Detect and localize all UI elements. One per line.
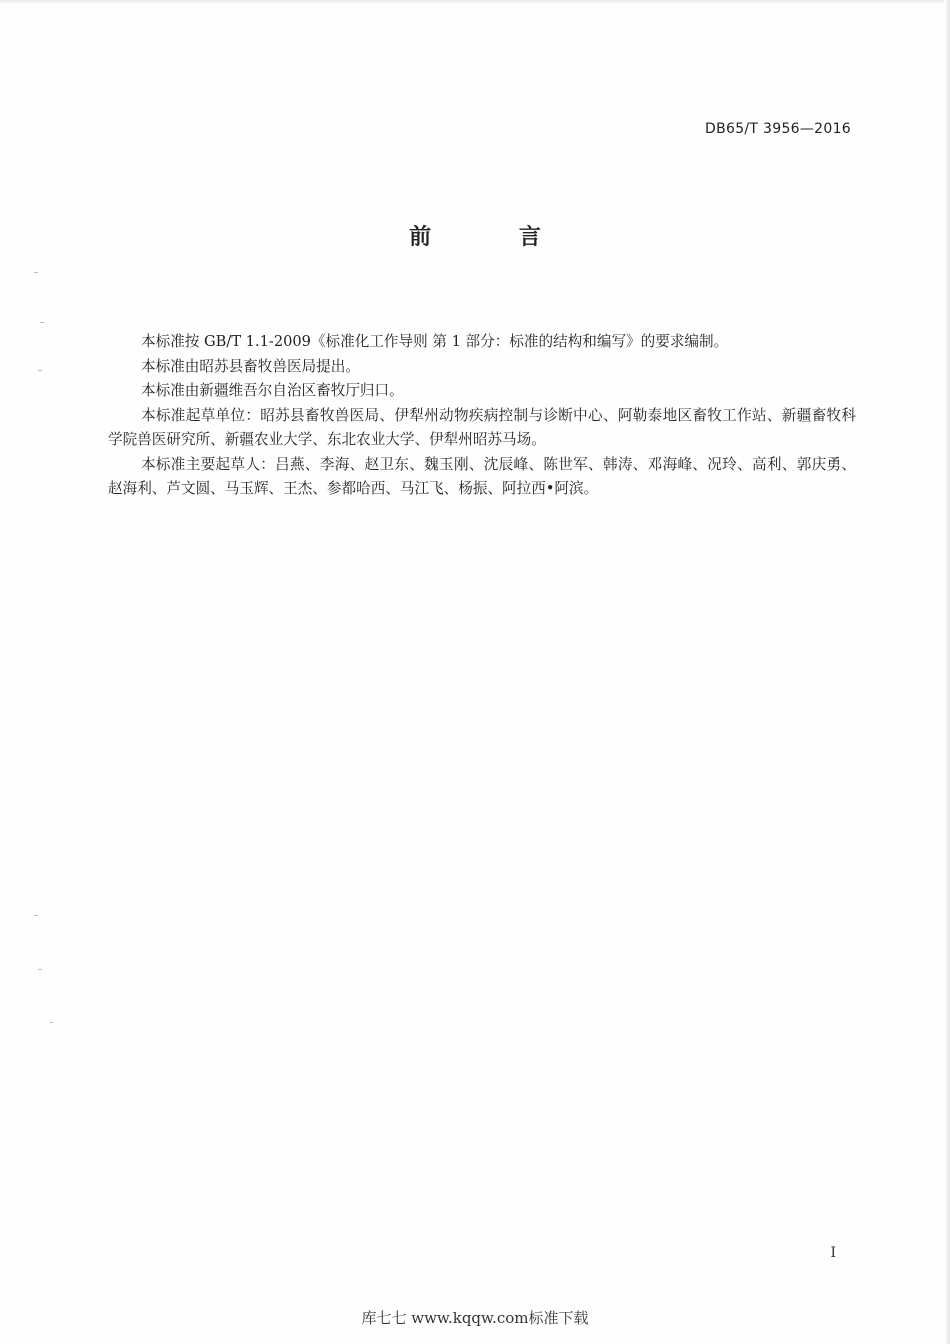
download-source-footer: 库七七 www.kqqw.com标准下载 bbox=[361, 1309, 589, 1327]
paragraph-drafting-units: 本标准起草单位：昭苏县畜牧兽医局、伊犁州动物疾病控制与诊断中心、阿勒泰地区畜牧工作站、新疆畜牧科学院兽医研究所、新疆农业大学、东北农业大学、伊犁州昭苏马场。 bbox=[108, 406, 856, 448]
scan-speck bbox=[40, 322, 44, 323]
paragraph-administrator: 本标准由新疆维吾尔自治区畜牧厅归口。 bbox=[141, 382, 404, 399]
scan-speck bbox=[34, 272, 38, 273]
paragraph-drafters: 本标准主要起草人：吕燕、李海、赵卫东、魏玉刚、沈辰峰、陈世军、韩涛、邓海峰、况玲、高利、郭庆勇、赵海利、芦文圆、马玉辉、王杰、参都哈西、马江飞、杨振、阿拉西•阿滨。 bbox=[108, 455, 856, 497]
scan-speck bbox=[50, 1022, 53, 1023]
foreword-body bbox=[108, 330, 856, 502]
scan-speck bbox=[38, 370, 42, 371]
page-number: I bbox=[830, 1245, 836, 1261]
scan-edge-top bbox=[0, 0, 950, 4]
paragraph-compilation-basis: 本标准按 GB/T 1.1-2009《标准化工作导则 第 1 部分：标准的结构和编写》的要求编制。 bbox=[141, 333, 729, 350]
paragraph-proposer: 本标准由昭苏县畜牧兽医局提出。 bbox=[141, 357, 360, 375]
page-title: 前 言 bbox=[409, 225, 581, 250]
scan-edge-right bbox=[944, 0, 950, 1344]
scan-speck bbox=[38, 969, 42, 970]
scan-speck bbox=[34, 915, 38, 916]
document-code: DB65/T 3956—2016 bbox=[705, 121, 851, 137]
